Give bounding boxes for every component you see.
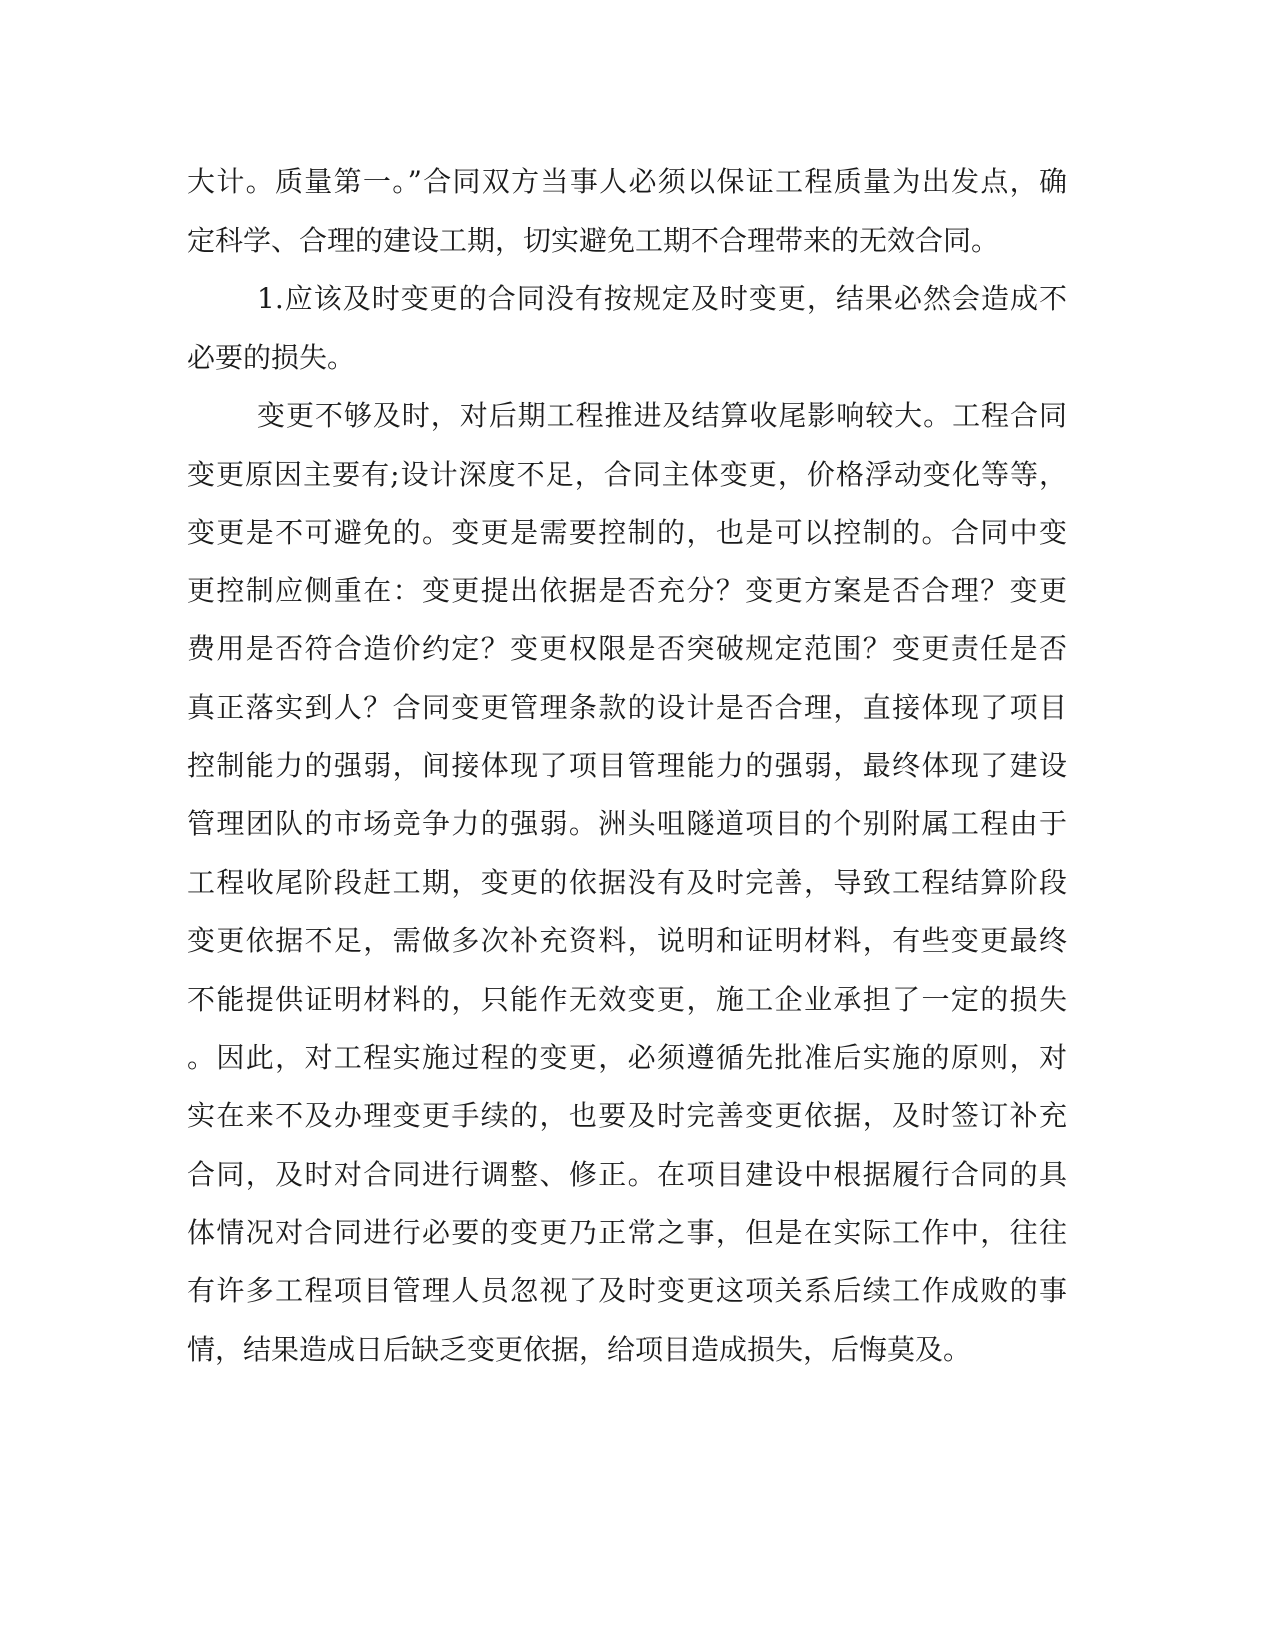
text-line: 变更原因主要有;设计深度不足，合同主体变更，价格浮动变化等等， bbox=[187, 458, 1067, 491]
text-line: 管理团队的市场竞争力的强弱。洲头咀隧道项目的个别附属工程由于 bbox=[187, 807, 1067, 840]
text-line: 变更依据不足，需做多次补充资料，说明和证明材料，有些变更最终 bbox=[187, 924, 1067, 957]
text-line: 费用是否符合造价约定？变更权限是否突破规定范围？变更责任是否 bbox=[187, 632, 1067, 665]
text-line: 不能提供证明材料的，只能作无效变更，施工企业承担了一定的损失 bbox=[187, 983, 1067, 1016]
text-line: 大计。质量第一。”合同双方当事人必须以保证工程质量为出发点，确 bbox=[187, 165, 1067, 198]
text-line: 情，结果造成日后缺乏变更依据，给项目造成损失，后悔莫及。 bbox=[187, 1333, 972, 1366]
text-line: 体情况对合同进行必要的变更乃正常之事，但是在实际工作中，往往 bbox=[187, 1216, 1067, 1249]
text-line: 工程收尾阶段赶工期，变更的依据没有及时完善，导致工程结算阶段 bbox=[187, 866, 1067, 899]
text-line: 合同，及时对合同进行调整、修正。在项目建设中根据履行合同的具 bbox=[187, 1158, 1067, 1191]
text-line: 变更是不可避免的。变更是需要控制的，也是可以控制的。合同中变 bbox=[187, 516, 1067, 549]
text-line: 实在来不及办理变更手续的，也要及时完善变更依据，及时签订补充 bbox=[187, 1099, 1067, 1132]
text-line: 变更不够及时，对后期工程推进及结算收尾影响较大。工程合同 bbox=[257, 399, 1067, 432]
text-line: 有许多工程项目管理人员忽视了及时变更这项关系后续工作成败的事 bbox=[187, 1274, 1067, 1307]
text-line: 控制能力的强弱，间接体现了项目管理能力的强弱，最终体现了建设 bbox=[187, 749, 1067, 782]
text-line: 。因此，对工程实施过程的变更，必须遵循先批准后实施的原则，对 bbox=[187, 1041, 1067, 1074]
text-line: 1.应该及时变更的合同没有按规定及时变更，结果必然会造成不 bbox=[257, 282, 1067, 315]
text-line: 更控制应侧重在：变更提出依据是否充分？变更方案是否合理？变更 bbox=[187, 574, 1067, 607]
text-line: 必要的损失。 bbox=[187, 341, 356, 374]
text-line: 定科学、合理的建设工期，切实避免工期不合理带来的无效合同。 bbox=[187, 224, 1000, 257]
text-line: 真正落实到人？合同变更管理条款的设计是否合理，直接体现了项目 bbox=[187, 691, 1067, 724]
